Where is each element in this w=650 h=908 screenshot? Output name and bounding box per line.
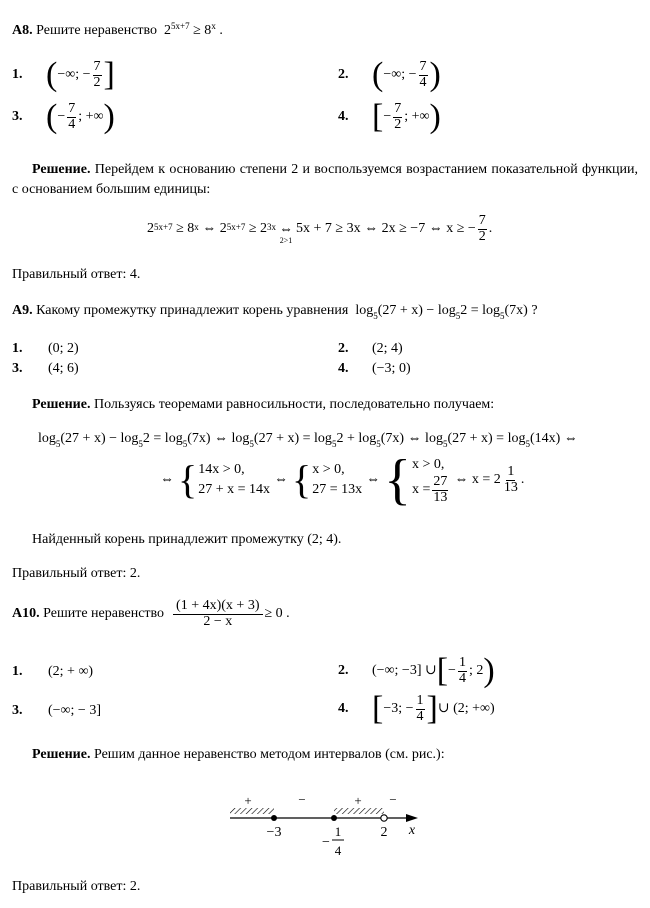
- a9-option-3[interactable]: [12, 362, 79, 376]
- a9-solution-line-1: $\log_5(27 + x) - \log_52 = \log_5(7x)$ ⇔ $\log_5(27 + x) = \log_52 + \log_5(7x)$ ⇔ $\log_5(27 + x) = \log_5(14x)$ ⇔: [38, 431, 578, 449]
- a10-solution: [32, 748, 445, 762]
- option-value: (2; + ∞): [48, 664, 94, 679]
- a9-found: Найденный корень принадлежит промежутку (2; 4).: [32, 532, 342, 547]
- point-minus-3: [271, 815, 277, 821]
- label-minus-quarter-sign: −: [322, 835, 330, 850]
- axis-arrow: [406, 814, 418, 822]
- option-number: 4.: [338, 361, 349, 376]
- label-minus-3: −3: [266, 825, 282, 840]
- a10-question: A10. Решите неравенство $\frac{(1 + 4x)(x + 3)}{2 - x}$ ≥ 0 .: [12, 598, 290, 629]
- a8-answer: Правильный ответ: 4.: [12, 267, 141, 282]
- a9-answer: Правильный ответ: 2.: [12, 566, 141, 581]
- system-2: { x > 0, 27 = 13x: [292, 457, 363, 502]
- option-number: 1.: [12, 664, 23, 679]
- a8-solution-text: Перейдем к основанию степени 2 и воспользуемся возрастанием показательной функции, с основанием большим единицы:: [12, 162, 639, 197]
- interval-diagram: [226, 794, 436, 864]
- a10-answer: Правильный ответ: 2.: [12, 879, 141, 894]
- a9-option-1[interactable]: [12, 342, 79, 356]
- option-value: (−∞; − 3]: [48, 703, 101, 718]
- sign-3: +: [354, 794, 362, 808]
- option-value: (−3; 0): [372, 361, 411, 376]
- a9-label: A9.: [12, 303, 33, 318]
- option-number: 3.: [12, 703, 23, 718]
- a10-option-4[interactable]: [338, 690, 495, 727]
- a9-solution-label: Решение.: [32, 397, 91, 412]
- a8-option-4[interactable]: [338, 98, 441, 135]
- option-value: (2; 4): [372, 341, 403, 356]
- option-value: (−∞; −3] ∪ [ − $\frac{1}{4}$ ; 2 ): [372, 652, 495, 689]
- option-number: 3.: [12, 361, 23, 376]
- a9-text: Какому промежутку принадлежит корень уравнения: [36, 303, 349, 318]
- option-number: 4.: [338, 701, 349, 717]
- a10-solution-text: Решим данное неравенство методом интервалов (см. рис.):: [93, 747, 445, 762]
- sign-2: −: [298, 794, 306, 807]
- option-value: ( − $\frac{7}{4}$ ; +∞ ): [46, 98, 115, 135]
- a9-option-2[interactable]: [338, 342, 403, 356]
- a8-option-1[interactable]: [12, 56, 115, 93]
- system-1: { 14x > 0, 27 + x = 14x: [178, 457, 270, 502]
- a9-solution-text: Пользуясь теоремами равносильности, последовательно получаем:: [93, 397, 495, 412]
- option-number: 4.: [338, 109, 349, 125]
- hatch-left: [230, 808, 274, 814]
- a9-solution: [32, 398, 494, 412]
- a9-equation: $\log_5(27 + x) - \log_52 = \log_5(7x)$ ?: [355, 303, 538, 321]
- option-number: 1.: [12, 67, 23, 83]
- a10-option-3[interactable]: [12, 704, 101, 718]
- label-quarter-num: 1: [334, 824, 342, 839]
- label-quarter-den: 4: [334, 843, 342, 858]
- option-value: [ −3; − $\frac{1}{4}$ ] ∪ (2; +∞): [372, 690, 495, 727]
- option-value: ( −∞; − $\frac{7}{2}$ ]: [46, 56, 115, 93]
- a10-option-2[interactable]: [338, 652, 495, 689]
- hatch-middle: [334, 808, 384, 814]
- option-value: [ − $\frac{7}{2}$ ; +∞ ): [372, 98, 441, 135]
- option-number: 2.: [338, 67, 349, 83]
- a8-option-3[interactable]: [12, 98, 115, 135]
- option-number: 1.: [12, 341, 23, 356]
- sign-1: +: [244, 794, 252, 808]
- a8-label: A8.: [12, 23, 33, 38]
- label-2: 2: [380, 825, 388, 840]
- a8-solution-chain: 2 $^{5x+7}$ ≥ 8 $^x$ ⇔ 2 $^{5x+7}$ ≥ 2 $^{3x}$ ⇔ 2>1 5x + 7 ≥ 3x ⇔ 2x ≥ −7 ⇔ x ≥ − $\frac{7}{2}$ .: [147, 213, 493, 246]
- a9-question: [12, 303, 538, 321]
- option-number: 3.: [12, 109, 23, 125]
- a10-label: A10.: [12, 606, 40, 622]
- a8-solution-label: Решение.: [32, 162, 91, 177]
- option-number: 2.: [338, 663, 349, 679]
- point-minus-quarter: [331, 815, 337, 821]
- option-value: (4; 6): [48, 361, 79, 376]
- a9-option-4[interactable]: [338, 362, 411, 376]
- option-value: (0; 2): [48, 341, 79, 356]
- a10-solution-label: Решение.: [32, 747, 91, 762]
- a10-text: Решите неравенство: [43, 606, 165, 622]
- a9-solution-line-2: ⇔ { 14x > 0, 27 + x = 14x ⇔ { x > 0, 27 = 13x ⇔ { x > 0, x = $\frac{27}{13}$ ⇔ x = 2 $\frac{1}{13}$ .: [160, 449, 525, 511]
- a8-solution: [12, 160, 638, 200]
- sign-4: −: [389, 794, 397, 807]
- a10-option-1[interactable]: [12, 665, 93, 679]
- point-2: [381, 815, 387, 821]
- a8-text: Решите неравенство: [36, 23, 158, 38]
- system-3: { x > 0, x = $\frac{27}{13}$: [384, 449, 448, 511]
- a8-option-2[interactable]: [338, 56, 441, 93]
- a8-question: A8. Решите неравенство $2^{5x+7} \ge 8^x$ .: [12, 21, 223, 38]
- a10-fraction: $\frac{(1 + 4x)(x + 3)}{2 - x}$: [173, 599, 262, 629]
- a8-inequality: $2^{5x+7} \ge 8^x$: [164, 21, 216, 38]
- axis-label-x: x: [408, 823, 416, 838]
- option-value: ( −∞; − $\frac{7}{4}$ ): [372, 56, 441, 93]
- option-number: 2.: [338, 341, 349, 356]
